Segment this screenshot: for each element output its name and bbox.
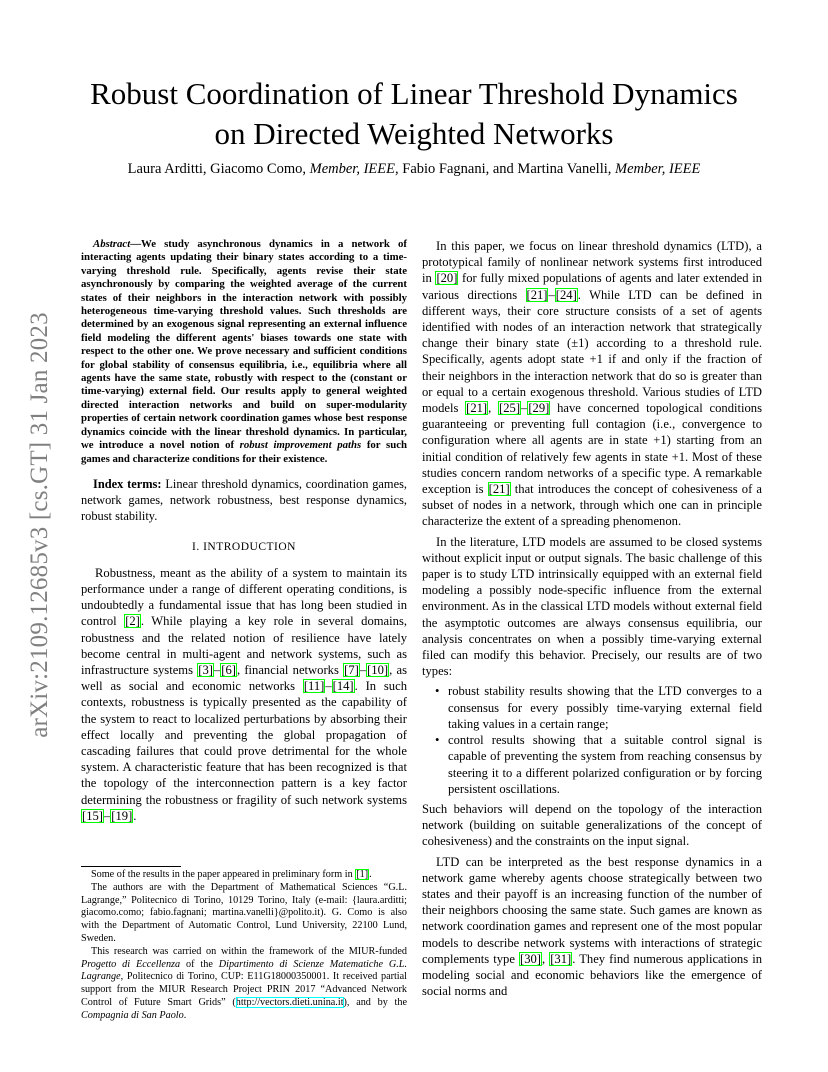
text-run: , bbox=[488, 401, 499, 416]
text-run-italic: Progetto di Eccellenza bbox=[81, 958, 181, 970]
text-run: , as well as social and economic networks bbox=[81, 662, 408, 694]
text-run: – bbox=[359, 662, 367, 677]
abstract-text-1: We study asynchronous dynamics in a network of interacting agents updating their binary states according to a time-varying threshold rule. Specifically, agents revise their state asynchronously by comparing the weighted average of the current states of their neighbors in the interaction network with possibly heterogeneous time-varying threshold values. Such thresholds are determined by an exogenous signal representing an external influence field modeling the different agents' biases towards one state with respect to the other one. We prove necessary and sufficient conditions for global stability of consensus equilibria, i.e., equilibria where all agents have the same state, robustly with respect to the (constant or time-varying) external field. Our results apply to general weighted directed interaction networks and build on super-modularity properties of certain network coordination games whose best response dynamics coincide with the linear threshold dynamics. In particular, we introduce a novel notion of bbox=[81, 238, 407, 452]
footnote-3 bbox=[81, 946, 407, 1023]
citation-link[interactable]: [14] bbox=[332, 679, 354, 694]
right-paragraph-1 bbox=[422, 238, 762, 530]
text-run: . bbox=[369, 869, 372, 880]
abstract-text-2: for such games and characterize conditions for their existence. bbox=[81, 439, 407, 465]
citation-link[interactable]: [1] bbox=[356, 869, 369, 880]
text-run: . In such contexts, robustness is typically presented as the capability of the system to react to localized perturbations by absorbing their effect locally and preventing the global propagation of cascading failures that could prove detrimental for the whole system. A characteristic feature that has been recognized is that the topology of the interconnection pattern is a key factor determining the robustness or fragility of such network systems bbox=[81, 679, 407, 807]
abstract-label: Abstract bbox=[93, 238, 131, 250]
footnote-url-link[interactable]: http://vectors.dieti.unina.it bbox=[235, 996, 344, 1008]
left-column bbox=[81, 238, 407, 824]
text-run-italic: Compagnia di San Paolo bbox=[81, 1009, 184, 1021]
index-terms-text: Linear threshold dynamics, coordination games, network games, network robustness, best response dynamics, robust stability. bbox=[81, 476, 407, 524]
right-paragraph-3: Such behaviors will depend on the topology of the interaction network (building on suitable generalizations of the concept of cohesiveness) and the constraints on the input signal. bbox=[422, 801, 762, 849]
citation-link[interactable]: [6] bbox=[221, 662, 236, 677]
text-run: . They find numerous applications in modeling social and economic behaviors like the emergence of social norms and bbox=[422, 951, 762, 999]
footnote-rule bbox=[81, 866, 181, 867]
index-terms bbox=[81, 476, 407, 525]
footnotes bbox=[81, 866, 407, 1023]
text-run: – bbox=[548, 287, 555, 302]
text-run: . While playing a key role in several domains, robustness and the related notion of resilience have lately become central in multi-agent and network systems, such as infrastructure systems bbox=[81, 614, 407, 677]
right-paragraph-2: In the literature, LTD models are assumed to be closed systems without explicit input or output signals. The basic challenge of this paper is to study LTD intrinsically equipped with an external field modeling a possibly node-specific influence from the external environment. As in the classical LTD models without external field the asymptotic outcomes are always consensus equilibria, our analysis concentrates on when a possibly time-varying external filed can modify this behavior. Precisely, our results are of two types: bbox=[422, 534, 762, 679]
paper-title bbox=[0, 74, 828, 154]
abstract-italic-term: robust improvement paths bbox=[239, 439, 362, 452]
text-run: Robustness, meant as the ability of a system to maintain its performance under a range of different operating conditions, is undoubtedly a fundamental issue that has long been studied in control bbox=[81, 565, 407, 629]
title-line-1: Robust Coordination of Linear Threshold Dynamics bbox=[90, 76, 738, 111]
title-line-2: on Directed Weighted Networks bbox=[214, 116, 614, 151]
text-run: – bbox=[325, 679, 332, 694]
results-bullet-list bbox=[422, 683, 762, 796]
text-run: Some of the results in the paper appeared in preliminary form in bbox=[91, 869, 356, 880]
citation-link[interactable]: [2] bbox=[125, 614, 140, 629]
text-run: have concerned topological conditions guaranteeing or preventing full contagion (i.e., convergence to configuration where all agents are in state +1) starting from an initial condition of relatively few agents in state +1. Most of these studies concern random networks of a specific type. A remarkable exception is bbox=[422, 401, 762, 497]
citation-link[interactable]: [20] bbox=[436, 271, 458, 286]
arxiv-identifier-watermark bbox=[8, 290, 72, 760]
text-run: – bbox=[213, 662, 221, 677]
citation-link[interactable]: [21] bbox=[488, 482, 510, 497]
citation-link[interactable]: [30] bbox=[520, 951, 541, 966]
section-heading-introduction: I. INTRODUCTION bbox=[192, 540, 296, 553]
intro-paragraph-1 bbox=[81, 565, 407, 824]
citation-link[interactable]: [10] bbox=[367, 662, 389, 677]
text-run: for fully mixed populations of agents and later extended in various directions bbox=[422, 271, 762, 302]
text-run: , Politecnico di Torino, CUP: E11G18000350001. It received partial support from the MIUR Research Project PRIN 2017 “Advanced Network Control of Future Smart Grids” ( bbox=[81, 971, 407, 1008]
authors-member-1: Member, IEEE bbox=[309, 161, 395, 177]
text-run: . bbox=[183, 1009, 187, 1021]
right-paragraph-4 bbox=[422, 854, 762, 1000]
bullet-item: • robust stability results showing that the LTD converges to a consensus for every possibly time-varying external field taking values in a certain range; bbox=[448, 683, 762, 732]
authors-member-2: Member, IEEE bbox=[615, 161, 701, 177]
authors-part-1: Laura Arditti, Giacomo Como, bbox=[127, 161, 310, 177]
text-run: LTD can be interpreted as the best response dynamics in a network game whereby agents choose strategically between two states and their payoff is an increasing function of the number of their neighbors choosing the same state. Such games are known as network coordination games and represent one of the most popular models to describe network systems with interactions of strategic complements type bbox=[422, 854, 762, 966]
citation-link[interactable]: [31] bbox=[550, 951, 572, 966]
text-run: In this paper, we focus on linear threshold dynamics (LTD), a prototypical family of nonlinear network systems first introduced in bbox=[422, 239, 762, 286]
text-run: that introduces the concept of cohesiveness of a subset of nodes in a network, through which one can in principle characterize the extent of a spreading phenomenon. bbox=[422, 482, 762, 529]
text-run: – bbox=[103, 808, 111, 823]
arxiv-identifier-text: arXiv:2109.12685v3 [cs.GT] 31 Jan 2023 bbox=[26, 312, 53, 738]
citation-link[interactable]: [19] bbox=[111, 808, 133, 823]
abstract bbox=[81, 238, 407, 466]
index-terms-label: Index terms: bbox=[93, 476, 162, 491]
citation-link[interactable]: [21] bbox=[526, 287, 548, 302]
text-run: This research was carried on within the framework of the MIUR-funded bbox=[91, 945, 407, 957]
bullet-item: • control results showing that a suitable control signal is capable of preventing the system from reaching consensus by steering it to a different polarized configuration or by forcing persistent oscillations. bbox=[448, 732, 762, 797]
right-column bbox=[422, 238, 762, 999]
text-run: , financial networks bbox=[236, 662, 344, 677]
author-list bbox=[0, 161, 828, 178]
footnote-2: The authors are with the Department of Mathematical Sciences “G.L. Lagrange,” Politecnico di Torino, 10129 Torino, Italy (e-mail: {laura.arditti; giacomo.como; fabio.fagnani; martina.vanelli}@polito.it). G. Como is also with the Department of Automatic Control, Lund University, 22100 Lund, Sweden. bbox=[81, 881, 407, 944]
citation-link[interactable]: [11] bbox=[303, 679, 325, 694]
text-run: . bbox=[133, 808, 137, 823]
abstract-dash: — bbox=[130, 238, 141, 250]
citation-link[interactable]: [7] bbox=[344, 662, 359, 677]
citation-link[interactable]: [25] bbox=[499, 401, 521, 416]
text-run: . While LTD can be defined in different ways, their core structure consists of a set of agents identified with nodes of an interaction network that strategically change their binary state (±1) according to a threshold rule. Specifically, agents adopt state +1 if and only if the fraction of their neighbors in the interaction network that do so is greater than or equal to a certain exogenous threshold. Various studies of LTD models bbox=[422, 287, 762, 416]
citation-link[interactable]: [21] bbox=[466, 401, 488, 416]
text-run: of the bbox=[180, 958, 219, 970]
authors-part-2: , Fabio Fagnani, and Martina Vanelli, bbox=[395, 161, 616, 177]
text-run-italic: Dipartimento di Scienze Matematiche G.L. Lagrange bbox=[81, 958, 407, 983]
text-run: – bbox=[521, 401, 528, 416]
citation-link[interactable]: [24] bbox=[555, 287, 577, 302]
citation-link[interactable]: [29] bbox=[528, 401, 550, 416]
citation-link[interactable]: [15] bbox=[82, 808, 103, 823]
text-run: ), and by the bbox=[343, 996, 407, 1008]
footnote-1 bbox=[81, 869, 407, 882]
citation-link[interactable]: [3] bbox=[198, 662, 213, 677]
text-run: , bbox=[541, 951, 550, 966]
